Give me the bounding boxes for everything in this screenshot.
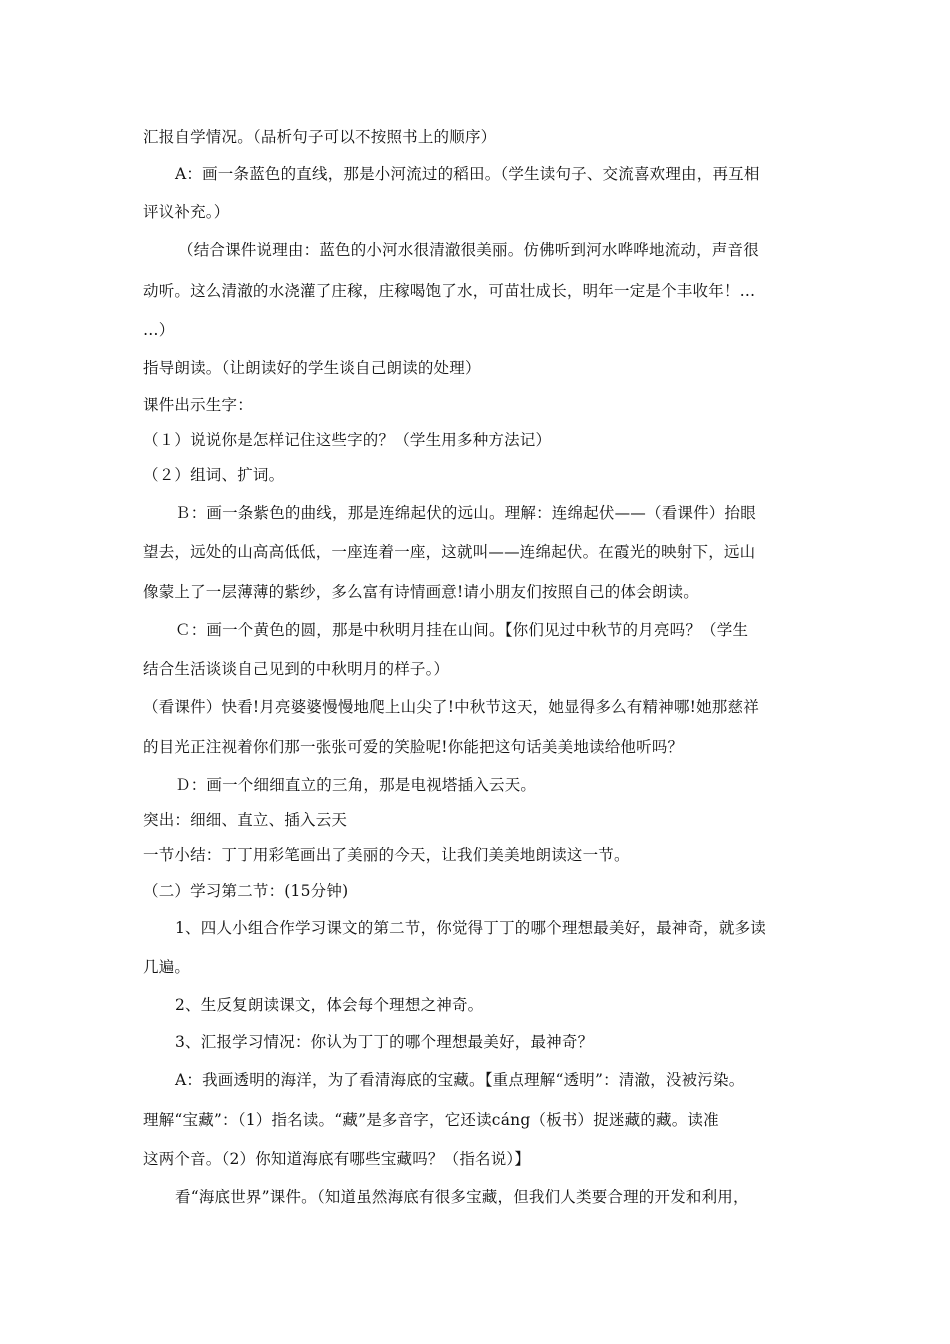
text-line: 动听。这么清澈的水浇灌了庄稼，庄稼喝饱了水，可苗壮成长，明年一定是个丰收年！… [143,282,756,300]
text-line: （结合课件说理由：蓝色的小河水很清澈很美丽。仿佛听到河水哗哗地流动，声音很 [178,241,759,259]
text-line: 2、生反复朗读课文，体会每个理想之神奇。 [175,996,484,1014]
text-line: 一节小结：丁丁用彩笔画出了美丽的今天，让我们美美地朗读这一节。 [143,846,630,864]
text-line: 汇报自学情况。（品析句子可以不按照书上的顺序） [143,128,497,146]
text-line: （２）组词、扩词。 [143,466,285,484]
text-line: A：我画透明的海洋，为了看清海底的宝藏。【重点理解“透明”：清澈，没被污染。 [175,1071,745,1089]
text-line: 望去，远处的山高高低低，一座连着一座，这就叫——连绵起伏。在霞光的映射下，远山 [143,543,756,561]
text-line: 课件出示生字： [143,396,253,414]
text-line: 指导朗读。（让朗读好的学生谈自己朗读的处理） [143,359,481,377]
text-line: 几遍。 [143,958,191,976]
text-line: Ｃ：画一个黄色的圆，那是中秋明月挂在山间。【你们见过中秋节的月亮吗？（学生 [175,621,749,639]
text-line: 1、四人小组合作学习课文的第二节，你觉得丁丁的哪个理想最美好，最神奇，就多读 [175,919,766,937]
text-line: 3、汇报学习情况：你认为丁丁的哪个理想最美好，最神奇？ [175,1033,594,1051]
text-line: 结合生活谈谈自己见到的中秋明月的样子。） [143,660,450,678]
text-line: （看课件）快看!月亮婆婆慢慢地爬上山尖了!中秋节这天，她显得多么有精神哪!她那慈祥 [143,698,759,716]
text-line: （二）学习第二节：(15分钟) [143,882,349,900]
text-line: （１）说说你是怎样记住这些字的？（学生用多种方法记） [143,431,552,449]
text-line: 突出：细细、直立、插入云天 [143,811,348,829]
text-line: 这两个音。（2）你知道海底有哪些宝藏吗？（指名说）】 [143,1150,531,1168]
text-line: 像蒙上了一层薄薄的紫纱，多么富有诗情画意!请小朋友们按照自己的体会朗读。 [143,583,699,601]
text-line: Ｄ：画一个细细直立的三角，那是电视塔插入云天。 [175,776,537,794]
text-line: 评议补充。） [143,203,230,221]
text-line: 看“海底世界”课件。（知道虽然海底有很多宝藏，但我们人类要合理的开发和利用， [175,1188,749,1206]
text-line: 的目光正注视着你们那一张张可爱的笑脸呢!你能把这句话美美地读给他听吗？ [143,738,684,756]
text-line: A：画一条蓝色的直线，那是小河流过的稻田。（学生读句子、交流喜欢理由，再互相 [175,165,760,183]
text-line: Ｂ：画一条紫色的曲线，那是连绵起伏的远山。理解：连绵起伏——（看课件）抬眼 [175,504,756,522]
text-line: 理解“宝藏”：（1）指名读。“藏”是多音字，它还读cáng（板书）捉迷藏的藏。读准 [143,1111,719,1129]
text-line: …） [143,321,175,339]
